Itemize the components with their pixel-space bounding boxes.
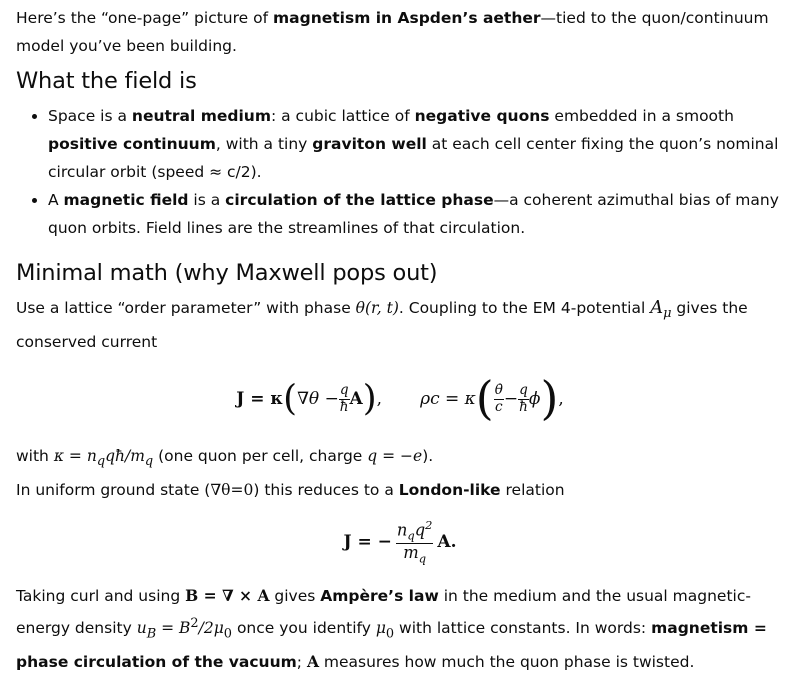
london-num-sup: 2: [425, 518, 433, 533]
london-numerator: [396, 519, 434, 544]
four-potential-index: μ: [663, 306, 672, 322]
charge-density-lhs: ρc = κ: [420, 389, 476, 410]
bullet2-text-2: is a: [188, 191, 226, 209]
para4-text-7: measures how much the quon phase is twisted.: [318, 653, 695, 672]
ampere-paragraph: [16, 582, 784, 676]
energy-density-mu-sub: 0: [223, 626, 233, 642]
bullet1-text-2: : a cubic lattice of: [270, 107, 415, 125]
bullet1-bold-2: negative quons: [414, 107, 550, 125]
london-den-m: m: [403, 542, 419, 562]
gradient-zero-expression: ∇θ=0: [210, 481, 254, 500]
charge-over-hbar-fraction-2: [518, 383, 529, 415]
kappa-definition-paragraph: [16, 442, 784, 476]
fraction3-numerator: q: [519, 381, 528, 398]
kappa-expression-2: qħ/m: [105, 447, 145, 466]
london-denominator: [396, 544, 434, 565]
gradient-term: ∇θ −: [297, 389, 339, 410]
current-equation: [16, 356, 784, 442]
charge-expression: q = −e: [367, 447, 423, 466]
para2-text-2: (one quon per cell, charge: [153, 447, 368, 466]
fraction-numerator: q: [339, 381, 349, 398]
ground-state-paragraph: [16, 476, 784, 504]
bullet1-bold-3: positive continuum: [48, 135, 216, 153]
energy-density-mu: /2μ: [198, 619, 224, 638]
intro-text-1: Here’s the “one-page” picture of: [16, 9, 273, 27]
charge-over-hbar-fraction: [339, 383, 350, 415]
bullet1-text-1: Space is a: [48, 107, 132, 125]
theta-expression: θ(r, t): [355, 299, 399, 317]
equation-end-comma: ,: [558, 389, 564, 410]
mu-zero-sub: 0: [385, 626, 395, 642]
london-den-sub: q: [418, 551, 427, 566]
london-num-sub: q: [407, 528, 415, 543]
fraction-denominator: ħ: [339, 398, 349, 415]
minus-sign: −: [503, 389, 519, 410]
fraction2-denominator: c: [494, 398, 503, 415]
bullet2-text-1: A: [48, 191, 64, 209]
intro-paragraph: [16, 4, 784, 60]
london-num-q: q: [414, 520, 426, 540]
para3-text-2: ) this reduces to a: [253, 481, 399, 500]
bullet1-text-3: embedded in a smooth: [549, 107, 734, 125]
bullet1-text-5: at each cell center fixing the quon’s nominal circular orbit (speed ≈ c/2).: [48, 135, 779, 181]
para2-text-1: with: [16, 447, 54, 466]
para4-bold-1: Ampère’s law: [320, 587, 439, 606]
intro-bold: magnetism in Aspden’s aether: [273, 9, 541, 27]
kappa-expression: κ = n: [53, 447, 97, 466]
para4-text-1: Taking curl and using: [16, 587, 186, 606]
intro-text-2: —tied to the quon/continuum model you’ve been building.: [16, 9, 769, 55]
vector-potential-symbol: A: [306, 652, 319, 672]
para1-text-2: . Coupling to the EM 4-potential: [398, 299, 651, 317]
bullet2-text-3: —a coherent azimuthal bias of many quon orbits. Field lines are the streamlines of that circulation.: [48, 191, 779, 237]
bullet-magnetic-field: [48, 186, 784, 242]
bullet-neutral-medium: [48, 102, 784, 186]
london-num-n: n: [396, 520, 408, 540]
mu-zero: μ: [375, 619, 386, 638]
bullet1-bold-1: neutral medium: [131, 107, 271, 125]
para4-text-2: gives: [269, 587, 321, 606]
section-heading-math: Minimal math (why Maxwell pops out): [16, 260, 438, 286]
energy-density-sub: B: [146, 626, 157, 642]
london-equation: [16, 504, 784, 580]
kappa-sub-2: q: [144, 454, 154, 470]
open-paren: (: [283, 378, 298, 420]
bullet1-text-4: , with a tiny: [215, 135, 313, 153]
energy-density-sup: 2: [190, 616, 199, 632]
section-heading-field: What the field is: [16, 68, 197, 94]
fraction2-numerator: θ̇: [494, 381, 503, 398]
para3-bold: London-like: [398, 481, 501, 500]
para1-text-1: Use a lattice “order parameter” with phase: [16, 299, 356, 317]
london-rhs: A.: [437, 532, 457, 553]
para4-bold-2: magnetism = phase circulation of the vacuum: [16, 619, 767, 672]
close-paren-2: ): [540, 371, 559, 426]
fraction3-denominator: ħ: [519, 398, 528, 415]
energy-density-b: = B: [156, 619, 191, 638]
london-fraction: [396, 519, 434, 565]
para3-text-1: In uniform ground state (: [16, 481, 211, 500]
open-paren-2: (: [475, 371, 494, 426]
para4-text-6: ;: [296, 653, 307, 672]
para4-text-5: with lattice constants. In words:: [394, 619, 652, 638]
bullet2-bold-2: circulation of the lattice phase: [225, 191, 494, 209]
para3-text-3: relation: [500, 481, 565, 500]
london-lhs: J = −: [343, 532, 392, 553]
four-potential-symbol: A: [650, 297, 664, 318]
theta-dot-over-c-fraction: [494, 383, 504, 415]
equation-separator: ,: [376, 389, 383, 410]
kappa-sub-1: q: [96, 454, 106, 470]
para1-text-3: gives the conserved current: [16, 299, 748, 352]
field-bullet-list: [16, 102, 784, 242]
bullet2-bold-1: magnetic field: [63, 191, 189, 209]
para2-text-3: ).: [422, 447, 434, 466]
para4-text-3: in the medium and the usual magnetic-energy density: [16, 587, 751, 638]
order-parameter-paragraph: [16, 294, 784, 356]
vector-potential: A: [349, 389, 363, 410]
curl-expression: B = ∇ × A: [185, 586, 270, 606]
scalar-potential: ϕ: [528, 389, 541, 410]
close-paren: ): [362, 378, 377, 420]
current-lhs: J = κ: [236, 389, 284, 410]
bullet1-bold-4: graviton well: [312, 135, 427, 153]
para4-text-4: once you identify: [232, 619, 376, 638]
energy-density-u: u: [136, 619, 147, 638]
